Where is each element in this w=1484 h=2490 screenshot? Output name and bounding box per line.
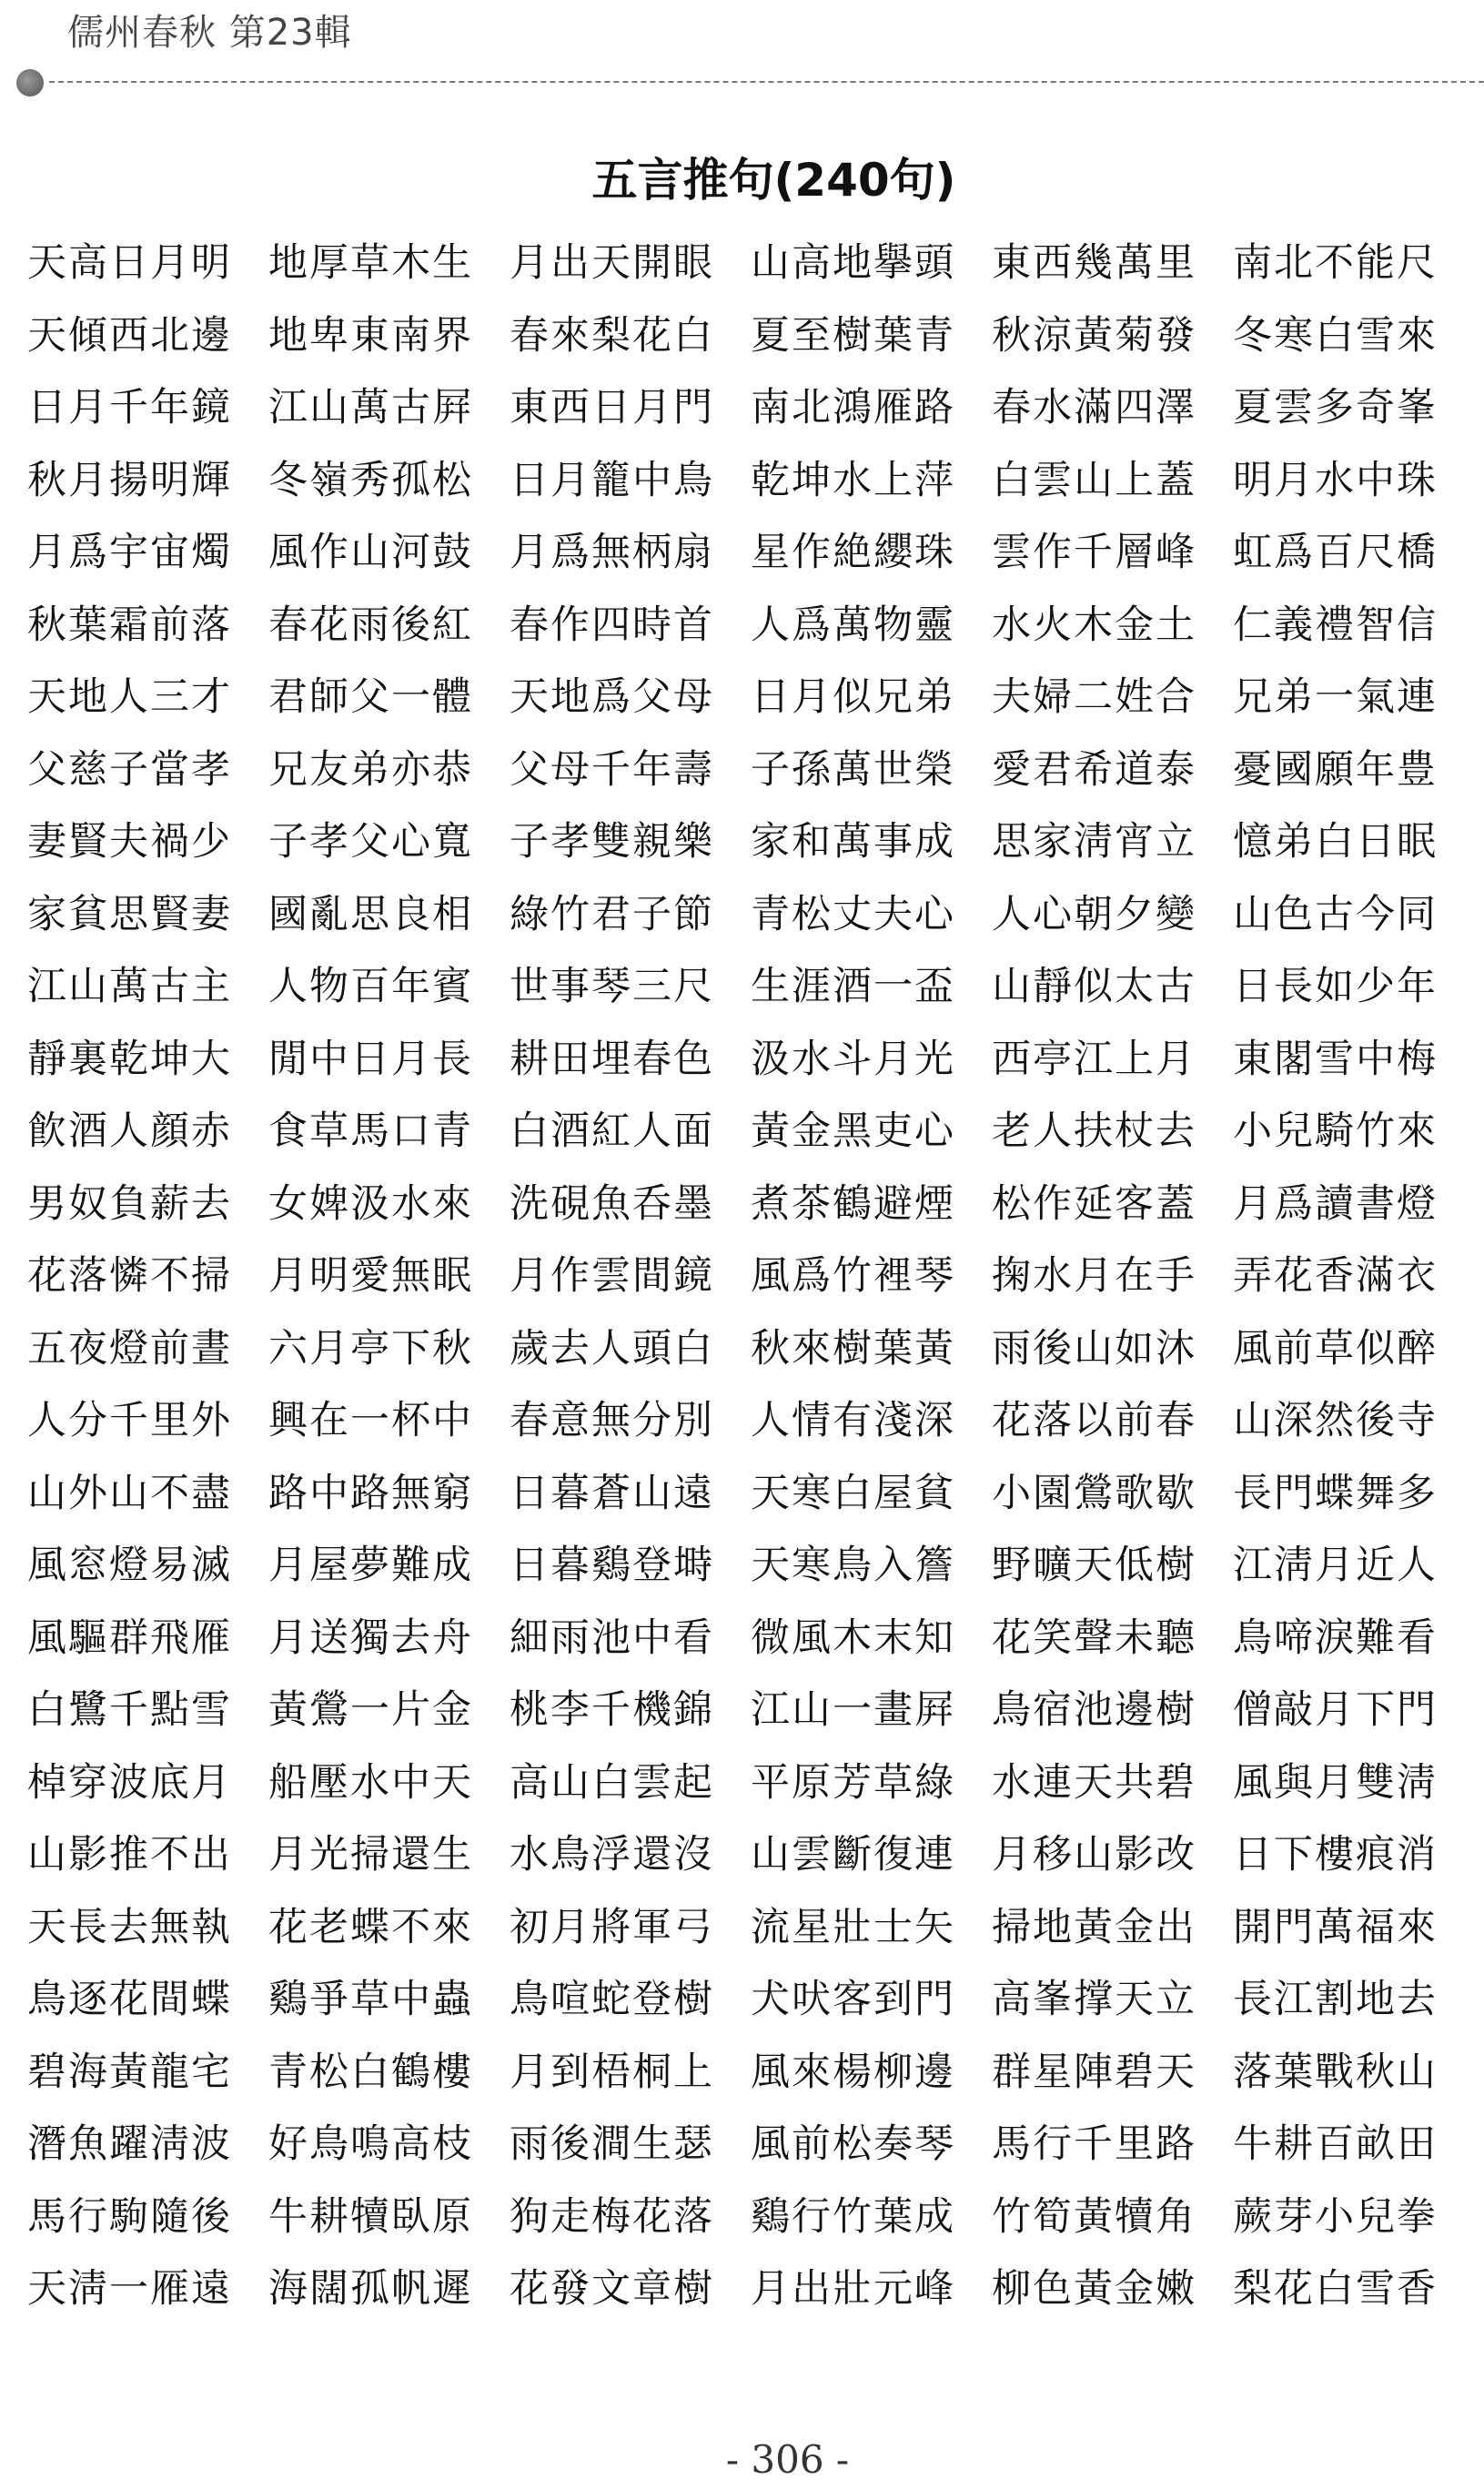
verse-line: 夫婦二姓合 <box>992 674 1196 720</box>
verse-line: 冬嶺秀孤松 <box>268 457 473 503</box>
verse-line: 柳色黃金嫩 <box>992 2266 1196 2312</box>
verse-line: 五夜燈前晝 <box>27 1325 232 1372</box>
verse-line: 水鳥浮還沒 <box>510 1832 714 1878</box>
verse-line: 山高地擧頭 <box>751 240 955 286</box>
verse-line: 微風木末知 <box>751 1614 955 1661</box>
verse-line: 風來楊柳邊 <box>751 2049 955 2095</box>
verse-line: 日月似兄弟 <box>751 674 955 720</box>
verse-line: 天高日月明 <box>27 240 232 286</box>
running-header: 儒州春秋 第23輯 <box>67 12 352 54</box>
verse-line: 國亂思良相 <box>268 891 473 937</box>
verse-line: 人物百年賓 <box>268 964 473 1009</box>
verse-line: 南北鴻雁路 <box>751 385 955 430</box>
verse-line: 西亭江上月 <box>992 1036 1196 1082</box>
verse-line: 父母千年壽 <box>510 746 714 793</box>
verse-line: 煮茶鶴避煙 <box>751 1180 955 1227</box>
verse-line: 鳥宿池邊樹 <box>992 1687 1196 1733</box>
verse-line: 秋葉霜前落 <box>27 602 232 648</box>
verse-line: 細雨池中看 <box>510 1614 714 1661</box>
verse-line: 棹穿波底月 <box>27 1759 232 1806</box>
verse-line: 兄友弟亦恭 <box>268 746 473 793</box>
verse-line: 平原芳草綠 <box>751 1759 955 1806</box>
verse-line: 江山一畫屛 <box>751 1687 955 1733</box>
verse-line: 江山萬古屛 <box>268 385 473 430</box>
verse-line: 碧海黃龍宅 <box>27 2049 232 2095</box>
verse-line: 黃鶯一片金 <box>268 1687 473 1733</box>
verse-line: 馬行千里路 <box>992 2121 1196 2167</box>
verse-line: 世事琴三尺 <box>510 964 714 1009</box>
verse-line: 食草馬口青 <box>268 1108 473 1154</box>
verse-line: 狗走梅花落 <box>510 2193 714 2240</box>
verse-line: 水連天共碧 <box>992 1759 1196 1806</box>
verse-line: 月光掃還生 <box>268 1832 473 1878</box>
verse-line: 風作山河鼓 <box>268 530 473 575</box>
verse-line: 月明愛無眠 <box>268 1253 473 1299</box>
verse-line: 地厚草木生 <box>268 240 473 286</box>
verse-line: 僧敲月下門 <box>1233 1687 1438 1733</box>
verse-line: 東西幾萬里 <box>992 240 1196 286</box>
verse-line: 風爲竹裡琴 <box>751 1253 955 1299</box>
verse-line: 小園鶯歌歇 <box>992 1470 1196 1516</box>
verse-line: 明月水中珠 <box>1233 457 1438 503</box>
verse-line: 妻賢夫禍少 <box>27 819 232 865</box>
verse-line: 子孝父心寬 <box>268 819 473 865</box>
verse-line: 長門蝶舞多 <box>1233 1470 1438 1516</box>
verse-line: 花落憐不掃 <box>27 1253 232 1299</box>
verse-line: 兄弟一氣連 <box>1233 674 1438 720</box>
verse-line: 月出天開眼 <box>510 240 714 286</box>
verse-line: 子孝雙親樂 <box>510 819 714 865</box>
verse-line: 花笑聲未聽 <box>992 1614 1196 1661</box>
verse-line: 春作四時首 <box>510 602 714 648</box>
verse-line: 歲去人頭白 <box>510 1325 714 1372</box>
verse-line: 月送獨去舟 <box>268 1614 473 1661</box>
verse-line: 思家淸宵立 <box>992 819 1196 865</box>
verse-line: 汲水斗月光 <box>751 1036 955 1082</box>
verse-line: 風與月雙淸 <box>1233 1759 1438 1806</box>
verse-line: 閒中日月長 <box>268 1036 473 1082</box>
verse-line: 山靜似太古 <box>992 964 1196 1009</box>
verse-line: 蕨芽小兒拳 <box>1233 2193 1438 2240</box>
verse-line: 天地人三才 <box>27 674 232 720</box>
verse-line: 落葉戰秋山 <box>1233 2049 1438 2095</box>
verse-line: 山外山不盡 <box>27 1470 232 1516</box>
verse-line: 仁義禮智信 <box>1233 602 1438 648</box>
verse-line: 春花雨後紅 <box>268 602 473 648</box>
verse-line: 掬水月在手 <box>992 1253 1196 1299</box>
verse-line: 春水滿四澤 <box>992 385 1196 430</box>
verse-line: 潛魚躍淸波 <box>27 2121 232 2167</box>
verse-line: 秋月揚明輝 <box>27 457 232 503</box>
verse-line: 梨花白雪香 <box>1233 2266 1438 2312</box>
verse-line: 人爲萬物靈 <box>751 602 955 648</box>
verse-line: 愛君希道泰 <box>992 746 1196 793</box>
verse-line: 夏至樹葉青 <box>751 312 955 359</box>
verse-line: 初月將軍弓 <box>510 1904 714 1950</box>
verse-line: 弄花香滿衣 <box>1233 1253 1438 1299</box>
verse-line: 花發文章樹 <box>510 2266 714 2312</box>
verse-line: 星作絶纓珠 <box>751 530 955 575</box>
verse-line: 飮酒人顔赤 <box>27 1108 232 1154</box>
verse-line: 路中路無窮 <box>268 1470 473 1516</box>
verse-line: 東閣雪中梅 <box>1233 1036 1438 1082</box>
verse-line: 小兒騎竹來 <box>1233 1108 1438 1154</box>
verse-line: 犬吠客到門 <box>751 1977 955 2022</box>
section-title: 五言推句(240句) <box>591 154 956 207</box>
verse-line: 花老蝶不來 <box>268 1904 473 1950</box>
verse-line: 靜裏乾坤大 <box>27 1036 232 1082</box>
verse-line: 風前松奏琴 <box>751 2121 955 2167</box>
verse-line: 鳥啼淚難看 <box>1233 1614 1438 1661</box>
verse-line: 秋來樹葉黃 <box>751 1325 955 1372</box>
verse-line: 野曠天低樹 <box>992 1543 1196 1588</box>
verse-line: 馬行駒隨後 <box>27 2193 232 2240</box>
verse-line: 雨後山如沐 <box>992 1325 1196 1372</box>
verse-line: 春意無分別 <box>510 1398 714 1443</box>
verse-line: 人心朝夕變 <box>992 891 1196 937</box>
verse-line: 天寒鳥入簷 <box>751 1543 955 1588</box>
verse-line: 男奴負薪去 <box>27 1180 232 1227</box>
verse-line: 青松白鶴樓 <box>268 2049 473 2095</box>
verse-line: 天長去無執 <box>27 1904 232 1950</box>
verse-line: 日長如少年 <box>1233 964 1438 1009</box>
verse-line: 夏雲多奇峯 <box>1233 385 1438 430</box>
verse-line: 月到梧桐上 <box>510 2049 714 2095</box>
verse-line: 老人扶杖去 <box>992 1108 1196 1154</box>
verse-line: 日月籠中鳥 <box>510 457 714 503</box>
verse-line: 女婢汲水來 <box>268 1180 473 1227</box>
verse-line: 牛耕百畝田 <box>1233 2121 1438 2167</box>
verse-line: 群星陣碧天 <box>992 2049 1196 2095</box>
verse-line: 風窓燈易滅 <box>27 1543 232 1588</box>
verse-line: 好鳥鳴高枝 <box>268 2121 473 2167</box>
verse-line: 山影推不出 <box>27 1832 232 1878</box>
verse-line: 月爲無柄扇 <box>510 530 714 575</box>
verse-line: 白鷺千點雪 <box>27 1687 232 1733</box>
verse-line: 日暮鷄登塒 <box>510 1543 714 1588</box>
verse-line: 耕田埋春色 <box>510 1036 714 1082</box>
verse-line: 月作雲間鏡 <box>510 1253 714 1299</box>
verse-line: 乾坤水上萍 <box>751 457 955 503</box>
verse-line: 長江割地去 <box>1233 1977 1438 2022</box>
verse-line: 日暮蒼山遠 <box>510 1470 714 1516</box>
verse-line: 生涯酒一盃 <box>751 964 955 1009</box>
verse-line: 山色古今同 <box>1233 891 1438 937</box>
verse-line: 鷄爭草中蟲 <box>268 1977 473 2022</box>
verse-line: 東西日月門 <box>510 385 714 430</box>
verse-line: 春來梨花白 <box>510 312 714 359</box>
verse-line: 江山萬古主 <box>27 964 232 1009</box>
verse-line: 海闊孤帆遲 <box>268 2266 473 2312</box>
verse-line: 家和萬事成 <box>751 819 955 865</box>
verse-line: 白酒紅人面 <box>510 1108 714 1154</box>
verse-line: 日月千年鏡 <box>27 385 232 430</box>
verse-line: 鳥逐花間蝶 <box>27 1977 232 2022</box>
verse-line: 天寒白屋貧 <box>751 1470 955 1516</box>
verse-line: 人情有淺深 <box>751 1398 955 1443</box>
verse-line: 花落以前春 <box>992 1398 1196 1443</box>
verse-line: 松作延客蓋 <box>992 1180 1196 1227</box>
verse-line: 黃金黑吏心 <box>751 1108 955 1154</box>
verse-grid <box>27 228 1474 2326</box>
verse-line: 君師父一體 <box>268 674 473 720</box>
verse-line: 家貧思賢妻 <box>27 891 232 937</box>
bullet-dot-icon <box>16 69 44 96</box>
verse-line: 天淸一雁遠 <box>27 2266 232 2312</box>
verse-line: 風前草似醉 <box>1233 1325 1438 1372</box>
verse-line: 月屋夢難成 <box>268 1543 473 1588</box>
verse-line: 興在一杯中 <box>268 1398 473 1443</box>
verse-line: 山雲斷復連 <box>751 1832 955 1878</box>
verse-line: 地卑東南界 <box>268 312 473 359</box>
verse-line: 雨後澗生瑟 <box>510 2121 714 2167</box>
verse-line: 船壓水中天 <box>268 1759 473 1806</box>
verse-line: 青松丈夫心 <box>751 891 955 937</box>
verse-line: 子孫萬世榮 <box>751 746 955 793</box>
verse-line: 月爲讀書燈 <box>1233 1180 1438 1227</box>
verse-line: 綠竹君子節 <box>510 891 714 937</box>
verse-line: 人分千里外 <box>27 1398 232 1443</box>
verse-line: 高山白雲起 <box>510 1759 714 1806</box>
verse-line: 風驅群飛雁 <box>27 1614 232 1661</box>
page-number: - 306 - <box>725 2437 850 2482</box>
verse-line: 冬寒白雪來 <box>1233 312 1438 359</box>
verse-line: 憶弟白日眠 <box>1233 819 1438 865</box>
verse-line: 牛耕犢臥原 <box>268 2193 473 2240</box>
verse-line: 日下樓痕消 <box>1233 1832 1438 1878</box>
dashed-divider <box>49 81 1484 83</box>
verse-line: 月移山影改 <box>992 1832 1196 1878</box>
verse-line: 雲作千層峰 <box>992 530 1196 575</box>
verse-line: 秋涼黃菊發 <box>992 312 1196 359</box>
verse-line: 鳥喧蛇登樹 <box>510 1977 714 2022</box>
verse-line: 流星壯士矢 <box>751 1904 955 1950</box>
verse-line: 高峯撑天立 <box>992 1977 1196 2022</box>
verse-line: 虹爲百尺橋 <box>1233 530 1438 575</box>
verse-line: 鷄行竹葉成 <box>751 2193 955 2240</box>
verse-line: 父慈子當孝 <box>27 746 232 793</box>
verse-line: 江淸月近人 <box>1233 1543 1438 1588</box>
verse-line: 天地爲父母 <box>510 674 714 720</box>
verse-line: 月爲宇宙燭 <box>27 530 232 575</box>
verse-line: 南北不能尺 <box>1233 240 1438 286</box>
verse-line: 桃李千機錦 <box>510 1687 714 1733</box>
verse-line: 憂國願年豊 <box>1233 746 1438 793</box>
verse-line: 天傾西北邊 <box>27 312 232 359</box>
verse-line: 竹筍黃犢角 <box>992 2193 1196 2240</box>
verse-line: 白雲山上蓋 <box>992 457 1196 503</box>
verse-line: 六月亭下秋 <box>268 1325 473 1372</box>
verse-line: 開門萬福來 <box>1233 1904 1438 1950</box>
verse-line: 月出壯元峰 <box>751 2266 955 2312</box>
verse-line: 洗硯魚呑墨 <box>510 1180 714 1227</box>
verse-line: 掃地黃金出 <box>992 1904 1196 1950</box>
verse-line: 山深然後寺 <box>1233 1398 1438 1443</box>
verse-line: 水火木金土 <box>992 602 1196 648</box>
